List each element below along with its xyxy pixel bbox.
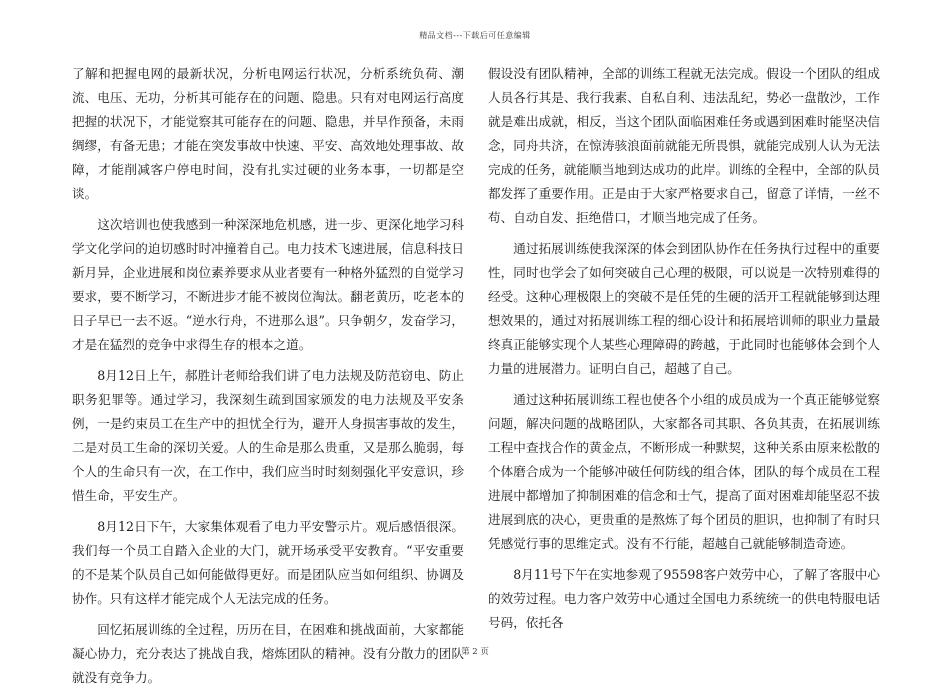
paragraph: 这次培训也使我感到一种深深地危机感，进一步、更深化地学习科学文化学问的迫切感时时冲撞着自己。电力技术飞速进展，信息科技日新月异，企业进展和岗位素养要求从业者要有一种格外猛烈的自觉学习要求，要不断学习，不断进步才能不被岗位淘汰。翻老黄历，吃老本的日子早已一去不返。“逆水行舟，不进那么退”。只争朝夕，发奋学习，才是在猛烈的竞争中求得生存的根本之道。	[72, 217, 464, 352]
paragraph: 8月12日上午，郝胜计老师给我们讲了电力法规及防范窃电、防止职务犯罪等。通过学习，我深刻生疏到国家颁发的电力法规及平安条例，一是约束员工在生产中的担忧全行为，避开人身损害事故的发生，二是对员工生命的深切关爱。人的生命是那么贵重，又是那么脆弱，每个人的生命只有一次，在工作中，我们应当时时刻刻强化平安意识，珍惜生命，平安生产。	[72, 368, 464, 503]
paragraph: 通过拓展训练使我深深的体会到团队协作在任务执行过程中的重要性，同时也学会了如何突破自己心理的极限，可以说是一次特别难得的经受。这种心理极限上的突破不是任凭的生硬的活开工程就能够到达理想效果的，通过对拓展训练工程的细心设计和拓展培训师的职业力量最终真正能够实现个人某些心理障碍的跨越，于此同时也能够体会到个人力量的进展潜力。证明白自己，超越了自己。	[488, 241, 880, 376]
paragraph: 假设没有团队精神，全部的训练工程就无法完成。假设一个团队的组成人员各行其是、我行我素、自私自利、违法乱纪，势必一盘散沙，工作就是难出成就，相反，当这个团队面临困难任务或遇到困难时能坚决信念，同舟共济，在惊涛骇浪面前就能无所畏惧，就能完成别人认为无法完成的任务，就能顺当地到达成功的此岸。训练的全程中，全部的队员都发挥了重要作用。正是由于大家严格要求自己，留意了详情，一丝不苟、自动自发、拒绝借口，才顺当地完成了任务。	[488, 66, 880, 225]
right-column	[488, 62, 880, 642]
paragraph: 通过这种拓展训练工程也使各个小组的成员成为一个真正能够觉察问题，解决问题的战略团队，大家都各司其职、各负其责，在拓展训练工程中查找合作的黄金点，不断形成一种默契，这种关系由原来松散的个体磨合成为一个能够冲破任何防线的组合体，团队的每个成员在工程进展中都增加了抑制困难的信念和士气，提高了面对困难却能坚忍不拔进展到底的决心，更贵重的是熬炼了每个团员的胆识，也抑制了有时只凭感觉行事的思维定式。没有不行能，超越自己就能够制造奇迹。	[488, 392, 880, 551]
paragraph: 8月11号下午在实地参观了95598客户效劳中心，了解了客服中心的效劳过程。电力客户效劳中心通过全国电力系统统一的供电特服电话号码，依托各	[488, 567, 880, 630]
left-column	[72, 62, 464, 697]
paragraph: 了解和把握电网的最新状况，分析电网运行状况，分析系统负荷、潮流、电压、无功，分析其可能存在的问题、隐患。只有对电网运行高度把握的状况下，才能觉察其可能存在的问题、隐患，并早作预备，未雨绸缪，有备无患；才能在突发事故中快速、平安、高效地处理事故、故障，才能削减客户停电时间，没有扎实过硬的业务本事，一切都是空谈。	[72, 66, 464, 201]
paragraph: 8月12日下午，大家集体观看了电力平安警示片。观后感悟很深。我们每一个员工自踏入企业的大门，就开场承受平安教育。“平安重要的不是某个队员自己如何能做得更好。而是团队应当如何组织、协调及协作。只有这样才能完成个人无法完成的任务。	[72, 519, 464, 606]
page-header: 精品文档---下载后可任意编辑	[419, 31, 531, 40]
page-number: 第 2 页	[461, 647, 489, 657]
paragraph: 回忆拓展训练的全过程，历历在目，在困难和挑战面前，大家都能凝心协力，充分表达了挑战自我，熔炼团队的精神。没有分散力的团队就没有竞争力。	[72, 622, 464, 685]
